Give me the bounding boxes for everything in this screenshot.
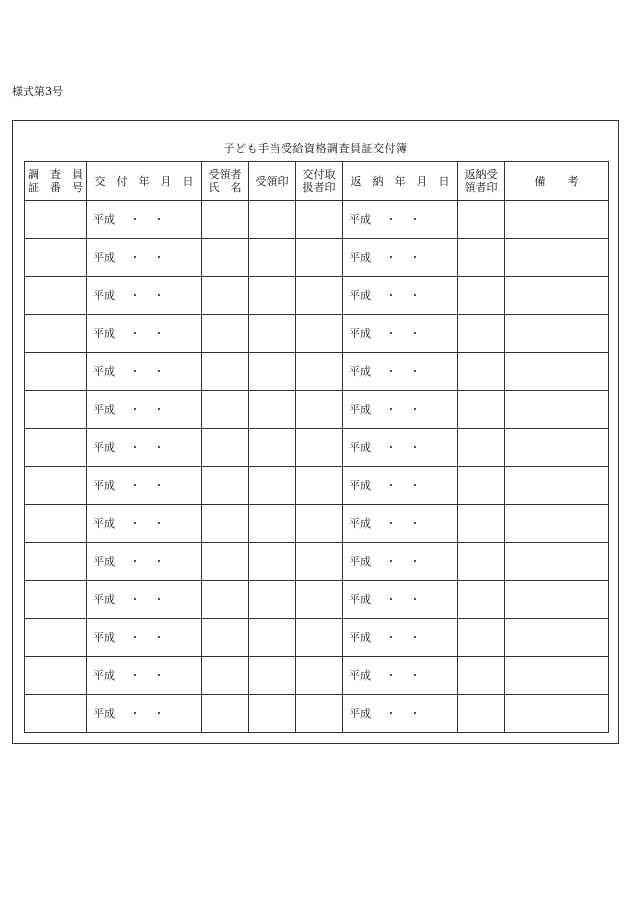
header-return-date-label: 返 納 年 月 日 xyxy=(350,174,450,188)
issue-date-separator: ・ xyxy=(129,631,141,644)
return-date-separator: ・ xyxy=(409,517,421,530)
return-date-cell[interactable] xyxy=(343,315,458,353)
return-seal-cell[interactable] xyxy=(458,505,505,543)
recipient-name-cell[interactable] xyxy=(202,581,249,619)
return-era-label: 平成 xyxy=(349,707,371,720)
issue-date-separator: ・ xyxy=(153,479,165,492)
return-date-separator: ・ xyxy=(385,593,397,606)
issue-date-cell[interactable] xyxy=(87,543,202,581)
return-seal-cell[interactable] xyxy=(458,695,505,733)
header-issue-date xyxy=(87,162,202,201)
issuer-seal-cell[interactable] xyxy=(296,467,343,505)
issue-date-cell[interactable] xyxy=(87,239,202,277)
header-issue-date-label: 交 付 年 月 日 xyxy=(94,174,194,188)
header-row xyxy=(25,162,609,201)
issue-era-label: 平成 xyxy=(93,593,115,606)
header-recipient-seal xyxy=(249,162,296,201)
issue-date-cell[interactable] xyxy=(87,391,202,429)
issue-era-label: 平成 xyxy=(93,403,115,416)
return-date-separator: ・ xyxy=(409,441,421,454)
issuer-seal-cell[interactable] xyxy=(296,353,343,391)
return-seal-cell[interactable] xyxy=(458,201,505,239)
remarks-cell[interactable] xyxy=(505,657,609,695)
document-title: 子ども手当受給資格調査員証交付簿 xyxy=(223,142,408,155)
recipient-name-cell[interactable] xyxy=(202,695,249,733)
issuer-seal-cell[interactable] xyxy=(296,695,343,733)
header-remarks xyxy=(505,162,609,201)
return-date-separator: ・ xyxy=(385,251,397,264)
return-date-cell[interactable] xyxy=(343,581,458,619)
return-date-separator: ・ xyxy=(409,327,421,340)
cert-number-cell[interactable] xyxy=(25,657,87,695)
recipient-name-cell[interactable] xyxy=(202,467,249,505)
issue-date-separator: ・ xyxy=(129,555,141,568)
header-return-date xyxy=(343,162,458,201)
issuer-seal-cell[interactable] xyxy=(296,391,343,429)
issue-date-separator: ・ xyxy=(153,403,165,416)
issue-era-label: 平成 xyxy=(93,669,115,682)
cert-number-cell[interactable] xyxy=(25,239,87,277)
return-era-label: 平成 xyxy=(349,403,371,416)
return-date-cell[interactable] xyxy=(343,695,458,733)
return-date-cell[interactable] xyxy=(343,391,458,429)
issue-era-label: 平成 xyxy=(93,327,115,340)
return-era-label: 平成 xyxy=(349,327,371,340)
issue-date-cell[interactable] xyxy=(87,315,202,353)
issue-era-label: 平成 xyxy=(93,365,115,378)
cert-number-cell[interactable] xyxy=(25,695,87,733)
cert-number-cell[interactable] xyxy=(25,619,87,657)
recipient-name-cell[interactable] xyxy=(202,505,249,543)
header-recipient-name xyxy=(202,162,249,201)
table-row xyxy=(25,505,609,543)
recipient-seal-cell[interactable] xyxy=(249,239,296,277)
remarks-cell[interactable] xyxy=(505,315,609,353)
recipient-name-cell[interactable] xyxy=(202,315,249,353)
issue-date-separator: ・ xyxy=(129,251,141,264)
remarks-cell[interactable] xyxy=(505,543,609,581)
table-row xyxy=(25,239,609,277)
issue-era-label: 平成 xyxy=(93,251,115,264)
return-date-separator: ・ xyxy=(409,251,421,264)
issue-date-separator: ・ xyxy=(153,517,165,530)
return-era-label: 平成 xyxy=(349,669,371,682)
recipient-name-cell[interactable] xyxy=(202,239,249,277)
return-date-separator: ・ xyxy=(385,403,397,416)
issuer-seal-cell[interactable] xyxy=(296,277,343,315)
recipient-seal-cell[interactable] xyxy=(249,657,296,695)
return-era-label: 平成 xyxy=(349,555,371,568)
register-body xyxy=(25,201,609,733)
cert-number-cell[interactable] xyxy=(25,467,87,505)
remarks-cell[interactable] xyxy=(505,467,609,505)
return-era-label: 平成 xyxy=(349,479,371,492)
return-date-separator: ・ xyxy=(385,479,397,492)
return-date-cell[interactable] xyxy=(343,353,458,391)
issue-date-cell[interactable] xyxy=(87,657,202,695)
return-date-separator: ・ xyxy=(385,327,397,340)
return-date-separator: ・ xyxy=(409,479,421,492)
header-recipient-seal-label: 受領印 xyxy=(255,174,289,188)
recipient-seal-cell[interactable] xyxy=(249,543,296,581)
issue-date-separator: ・ xyxy=(153,631,165,644)
return-seal-cell[interactable] xyxy=(458,239,505,277)
recipient-seal-cell[interactable] xyxy=(249,619,296,657)
return-seal-cell[interactable] xyxy=(458,391,505,429)
issuer-seal-cell[interactable] xyxy=(296,505,343,543)
remarks-cell[interactable] xyxy=(505,429,609,467)
header-return-seal xyxy=(458,162,505,201)
table-row xyxy=(25,581,609,619)
cert-number-cell[interactable] xyxy=(25,429,87,467)
issuer-seal-cell[interactable] xyxy=(296,315,343,353)
table-row xyxy=(25,429,609,467)
recipient-name-cell[interactable] xyxy=(202,391,249,429)
remarks-cell[interactable] xyxy=(505,277,609,315)
return-date-separator: ・ xyxy=(385,441,397,454)
return-seal-cell[interactable] xyxy=(458,353,505,391)
issue-date-cell[interactable] xyxy=(87,581,202,619)
issuer-seal-cell[interactable] xyxy=(296,581,343,619)
recipient-seal-cell[interactable] xyxy=(249,391,296,429)
issue-date-separator: ・ xyxy=(129,213,141,226)
issue-era-label: 平成 xyxy=(93,441,115,454)
return-seal-cell[interactable] xyxy=(458,543,505,581)
return-seal-cell[interactable] xyxy=(458,429,505,467)
recipient-name-cell[interactable] xyxy=(202,201,249,239)
return-era-label: 平成 xyxy=(349,365,371,378)
return-date-separator: ・ xyxy=(385,669,397,682)
issue-date-separator: ・ xyxy=(153,327,165,340)
issue-date-separator: ・ xyxy=(129,669,141,682)
issue-date-separator: ・ xyxy=(129,289,141,302)
cert-number-cell[interactable] xyxy=(25,543,87,581)
issue-date-separator: ・ xyxy=(153,251,165,264)
table-row xyxy=(25,201,609,239)
issue-date-cell[interactable] xyxy=(87,353,202,391)
return-date-cell[interactable] xyxy=(343,543,458,581)
issue-date-separator: ・ xyxy=(153,289,165,302)
issuer-seal-cell[interactable] xyxy=(296,429,343,467)
recipient-name-cell[interactable] xyxy=(202,429,249,467)
return-date-separator: ・ xyxy=(409,707,421,720)
table-row xyxy=(25,391,609,429)
recipient-seal-cell[interactable] xyxy=(249,429,296,467)
return-era-label: 平成 xyxy=(349,213,371,226)
recipient-seal-cell[interactable] xyxy=(249,505,296,543)
header-issuer-seal xyxy=(296,162,343,201)
cert-number-cell[interactable] xyxy=(25,505,87,543)
issue-era-label: 平成 xyxy=(93,517,115,530)
return-date-separator: ・ xyxy=(409,631,421,644)
issuance-register-table xyxy=(24,161,609,733)
remarks-cell[interactable] xyxy=(505,201,609,239)
table-row xyxy=(25,619,609,657)
header-issuer-seal-line1: 交付取 xyxy=(302,168,336,181)
header-cert-number-line1: 調 査 員 xyxy=(28,168,83,181)
remarks-cell[interactable] xyxy=(505,391,609,429)
return-seal-cell[interactable] xyxy=(458,581,505,619)
recipient-name-cell[interactable] xyxy=(202,619,249,657)
header-remarks-label: 備 考 xyxy=(534,174,579,188)
table-row xyxy=(25,467,609,505)
table-row xyxy=(25,353,609,391)
header-issuer-seal-line2: 扱者印 xyxy=(302,181,336,194)
issue-era-label: 平成 xyxy=(93,555,115,568)
recipient-seal-cell[interactable] xyxy=(249,581,296,619)
issue-date-separator: ・ xyxy=(129,479,141,492)
header-recipient-name-line2: 氏 名 xyxy=(208,181,242,194)
issuer-seal-cell[interactable] xyxy=(296,239,343,277)
cert-number-cell[interactable] xyxy=(25,201,87,239)
remarks-cell[interactable] xyxy=(505,505,609,543)
return-date-separator: ・ xyxy=(409,403,421,416)
issue-date-separator: ・ xyxy=(153,441,165,454)
issue-era-label: 平成 xyxy=(93,631,115,644)
issue-date-separator: ・ xyxy=(153,555,165,568)
return-date-separator: ・ xyxy=(409,555,421,568)
cert-number-cell[interactable] xyxy=(25,315,87,353)
issuer-seal-cell[interactable] xyxy=(296,543,343,581)
issue-date-separator: ・ xyxy=(153,365,165,378)
return-date-cell[interactable] xyxy=(343,467,458,505)
return-seal-cell[interactable] xyxy=(458,467,505,505)
header-recipient-name-line1: 受領者 xyxy=(208,168,242,181)
recipient-seal-cell[interactable] xyxy=(249,353,296,391)
table-row xyxy=(25,543,609,581)
issue-date-separator: ・ xyxy=(129,441,141,454)
return-date-separator: ・ xyxy=(385,289,397,302)
recipient-seal-cell[interactable] xyxy=(249,315,296,353)
return-era-label: 平成 xyxy=(349,289,371,302)
remarks-cell[interactable] xyxy=(505,695,609,733)
return-date-cell[interactable] xyxy=(343,239,458,277)
issuer-seal-cell[interactable] xyxy=(296,201,343,239)
recipient-seal-cell[interactable] xyxy=(249,201,296,239)
return-date-separator: ・ xyxy=(385,555,397,568)
return-date-separator: ・ xyxy=(409,365,421,378)
return-date-separator: ・ xyxy=(409,593,421,606)
return-date-cell[interactable] xyxy=(343,619,458,657)
return-era-label: 平成 xyxy=(349,631,371,644)
return-date-separator: ・ xyxy=(385,365,397,378)
issue-date-separator: ・ xyxy=(153,213,165,226)
issue-era-label: 平成 xyxy=(93,213,115,226)
return-date-cell[interactable] xyxy=(343,277,458,315)
issue-date-separator: ・ xyxy=(129,593,141,606)
return-date-cell[interactable] xyxy=(343,657,458,695)
return-date-separator: ・ xyxy=(409,669,421,682)
table-row xyxy=(25,277,609,315)
return-seal-cell[interactable] xyxy=(458,315,505,353)
issue-date-cell[interactable] xyxy=(87,619,202,657)
issue-era-label: 平成 xyxy=(93,289,115,302)
return-era-label: 平成 xyxy=(349,517,371,530)
remarks-cell[interactable] xyxy=(505,619,609,657)
issue-date-separator: ・ xyxy=(129,517,141,530)
table-row xyxy=(25,657,609,695)
return-era-label: 平成 xyxy=(349,593,371,606)
issue-date-separator: ・ xyxy=(129,403,141,416)
header-return-seal-line2: 領者印 xyxy=(464,181,498,194)
issue-date-cell[interactable] xyxy=(87,505,202,543)
header-cert-number xyxy=(25,162,87,201)
cert-number-cell[interactable] xyxy=(25,277,87,315)
issue-date-separator: ・ xyxy=(129,365,141,378)
issue-date-cell[interactable] xyxy=(87,429,202,467)
remarks-cell[interactable] xyxy=(505,581,609,619)
return-date-separator: ・ xyxy=(409,289,421,302)
return-date-separator: ・ xyxy=(385,213,397,226)
recipient-seal-cell[interactable] xyxy=(249,467,296,505)
table-row xyxy=(25,695,609,733)
recipient-seal-cell[interactable] xyxy=(249,277,296,315)
return-date-separator: ・ xyxy=(385,517,397,530)
return-date-separator: ・ xyxy=(409,213,421,226)
return-date-cell[interactable] xyxy=(343,429,458,467)
return-seal-cell[interactable] xyxy=(458,619,505,657)
return-seal-cell[interactable] xyxy=(458,657,505,695)
cert-number-cell[interactable] xyxy=(25,391,87,429)
issue-date-separator: ・ xyxy=(153,707,165,720)
recipient-name-cell[interactable] xyxy=(202,277,249,315)
issue-date-separator: ・ xyxy=(129,327,141,340)
return-date-separator: ・ xyxy=(385,631,397,644)
issuer-seal-cell[interactable] xyxy=(296,619,343,657)
issue-date-separator: ・ xyxy=(153,593,165,606)
issue-date-separator: ・ xyxy=(153,669,165,682)
cert-number-cell[interactable] xyxy=(25,353,87,391)
issue-era-label: 平成 xyxy=(93,707,115,720)
recipient-name-cell[interactable] xyxy=(202,657,249,695)
issue-date-cell[interactable] xyxy=(87,695,202,733)
issue-date-cell[interactable] xyxy=(87,277,202,315)
return-date-cell[interactable] xyxy=(343,505,458,543)
return-seal-cell[interactable] xyxy=(458,277,505,315)
form-number: 様式第3号 xyxy=(12,85,63,98)
issuer-seal-cell[interactable] xyxy=(296,657,343,695)
table-row xyxy=(25,315,609,353)
issue-date-cell[interactable] xyxy=(87,201,202,239)
recipient-name-cell[interactable] xyxy=(202,353,249,391)
issue-date-separator: ・ xyxy=(129,707,141,720)
return-date-cell[interactable] xyxy=(343,201,458,239)
return-date-separator: ・ xyxy=(385,707,397,720)
recipient-seal-cell[interactable] xyxy=(249,695,296,733)
return-era-label: 平成 xyxy=(349,251,371,264)
header-cert-number-line2: 証 番 号 xyxy=(28,181,83,194)
remarks-cell[interactable] xyxy=(505,353,609,391)
header-return-seal-line1: 返納受 xyxy=(464,168,498,181)
recipient-name-cell[interactable] xyxy=(202,543,249,581)
issue-era-label: 平成 xyxy=(93,479,115,492)
cert-number-cell[interactable] xyxy=(25,581,87,619)
return-era-label: 平成 xyxy=(349,441,371,454)
issue-date-cell[interactable] xyxy=(87,467,202,505)
remarks-cell[interactable] xyxy=(505,239,609,277)
